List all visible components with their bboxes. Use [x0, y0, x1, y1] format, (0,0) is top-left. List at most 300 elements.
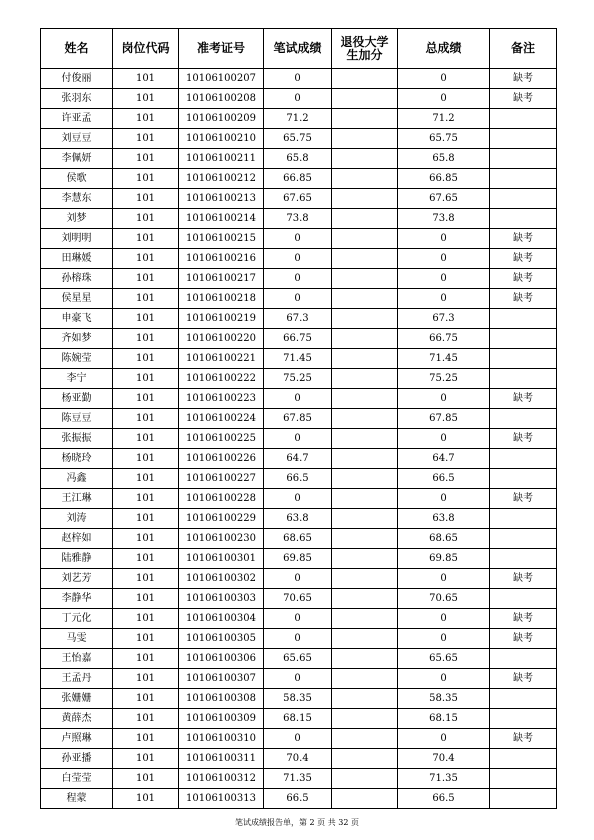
cell-post-code: 101 [113, 209, 179, 229]
cell-exam-id: 10106100313 [179, 789, 264, 809]
cell-remarks: 缺考 [490, 249, 557, 269]
cell-remarks: 缺考 [490, 609, 557, 629]
table-row [41, 569, 557, 589]
cell-name: 李静华 [41, 589, 113, 609]
table-row [41, 189, 557, 209]
header-total-score: 总成绩 [398, 29, 490, 69]
cell-post-code: 101 [113, 649, 179, 669]
cell-name: 侯星星 [41, 289, 113, 309]
cell-written-score: 67.65 [264, 189, 332, 209]
cell-post-code: 101 [113, 329, 179, 349]
cell-written-score: 66.85 [264, 169, 332, 189]
table-row [41, 449, 557, 469]
cell-exam-id: 10106100307 [179, 669, 264, 689]
cell-remarks [490, 469, 557, 489]
cell-written-score: 70.4 [264, 749, 332, 769]
cell-total-score: 0 [398, 629, 490, 649]
cell-written-score: 0 [264, 629, 332, 649]
cell-written-score: 73.8 [264, 209, 332, 229]
cell-remarks: 缺考 [490, 429, 557, 449]
cell-remarks: 缺考 [490, 669, 557, 689]
cell-written-score: 0 [264, 729, 332, 749]
cell-written-score: 64.7 [264, 449, 332, 469]
cell-remarks: 缺考 [490, 229, 557, 249]
cell-total-score: 0 [398, 389, 490, 409]
cell-post-code: 101 [113, 749, 179, 769]
cell-veteran-bonus [332, 369, 398, 389]
cell-veteran-bonus [332, 129, 398, 149]
cell-written-score: 66.5 [264, 469, 332, 489]
cell-name: 张姗姗 [41, 689, 113, 709]
cell-total-score: 75.25 [398, 369, 490, 389]
table-row [41, 329, 557, 349]
cell-exam-id: 10106100227 [179, 469, 264, 489]
table-row [41, 269, 557, 289]
cell-veteran-bonus [332, 289, 398, 309]
table-row [41, 89, 557, 109]
cell-name: 刘明明 [41, 229, 113, 249]
cell-written-score: 67.85 [264, 409, 332, 429]
table-row [41, 669, 557, 689]
cell-written-score: 0 [264, 429, 332, 449]
cell-total-score: 66.5 [398, 789, 490, 809]
cell-total-score: 0 [398, 289, 490, 309]
table-row [41, 209, 557, 229]
cell-written-score: 0 [264, 269, 332, 289]
cell-total-score: 68.65 [398, 529, 490, 549]
cell-exam-id: 10106100215 [179, 229, 264, 249]
cell-name: 王孟丹 [41, 669, 113, 689]
cell-post-code: 101 [113, 89, 179, 109]
cell-veteran-bonus [332, 729, 398, 749]
cell-remarks [490, 749, 557, 769]
table-body [41, 69, 557, 809]
table-row [41, 509, 557, 529]
table-row [41, 69, 557, 89]
cell-written-score: 75.25 [264, 369, 332, 389]
cell-exam-id: 10106100229 [179, 509, 264, 529]
cell-remarks: 缺考 [490, 569, 557, 589]
cell-veteran-bonus [332, 409, 398, 429]
cell-veteran-bonus [332, 689, 398, 709]
cell-veteran-bonus [332, 749, 398, 769]
cell-veteran-bonus [332, 229, 398, 249]
cell-written-score: 0 [264, 89, 332, 109]
score-table [40, 28, 557, 809]
cell-exam-id: 10106100224 [179, 409, 264, 429]
cell-post-code: 101 [113, 549, 179, 569]
cell-name: 杨晓玲 [41, 449, 113, 469]
header-veteran-bonus: 退役大学生加分 [332, 29, 398, 69]
cell-post-code: 101 [113, 629, 179, 649]
cell-exam-id: 10106100208 [179, 89, 264, 109]
table-row [41, 369, 557, 389]
cell-written-score: 68.15 [264, 709, 332, 729]
cell-veteran-bonus [332, 589, 398, 609]
table-row [41, 469, 557, 489]
table-row [41, 129, 557, 149]
cell-veteran-bonus [332, 149, 398, 169]
cell-name: 王江琳 [41, 489, 113, 509]
cell-exam-id: 10106100210 [179, 129, 264, 149]
cell-veteran-bonus [332, 69, 398, 89]
cell-name: 程蒙 [41, 789, 113, 809]
cell-veteran-bonus [332, 429, 398, 449]
cell-name: 白莹莹 [41, 769, 113, 789]
cell-veteran-bonus [332, 549, 398, 569]
table-row [41, 709, 557, 729]
cell-written-score: 0 [264, 249, 332, 269]
cell-written-score: 65.75 [264, 129, 332, 149]
cell-exam-id: 10106100306 [179, 649, 264, 669]
cell-remarks [490, 209, 557, 229]
cell-name: 刘豆豆 [41, 129, 113, 149]
cell-veteran-bonus [332, 389, 398, 409]
cell-written-score: 0 [264, 229, 332, 249]
cell-total-score: 58.35 [398, 689, 490, 709]
cell-exam-id: 10106100217 [179, 269, 264, 289]
cell-remarks [490, 109, 557, 129]
cell-veteran-bonus [332, 109, 398, 129]
cell-exam-id: 10106100226 [179, 449, 264, 469]
cell-name: 孙亚播 [41, 749, 113, 769]
cell-written-score: 65.65 [264, 649, 332, 669]
cell-exam-id: 10106100214 [179, 209, 264, 229]
cell-total-score: 0 [398, 669, 490, 689]
cell-veteran-bonus [332, 569, 398, 589]
cell-total-score: 0 [398, 729, 490, 749]
table-row [41, 309, 557, 329]
table-row [41, 649, 557, 669]
cell-veteran-bonus [332, 789, 398, 809]
header-exam-id: 准考证号 [179, 29, 264, 69]
cell-total-score: 0 [398, 269, 490, 289]
cell-remarks [490, 529, 557, 549]
cell-name: 陆雅静 [41, 549, 113, 569]
cell-veteran-bonus [332, 649, 398, 669]
cell-veteran-bonus [332, 169, 398, 189]
cell-exam-id: 10106100304 [179, 609, 264, 629]
cell-post-code: 101 [113, 489, 179, 509]
cell-written-score: 0 [264, 69, 332, 89]
cell-total-score: 71.2 [398, 109, 490, 129]
cell-veteran-bonus [332, 769, 398, 789]
cell-post-code: 101 [113, 409, 179, 429]
cell-exam-id: 10106100221 [179, 349, 264, 369]
cell-name: 田琳媛 [41, 249, 113, 269]
cell-name: 马雯 [41, 629, 113, 649]
cell-name: 陈豆豆 [41, 409, 113, 429]
cell-name: 丁元化 [41, 609, 113, 629]
cell-remarks [490, 589, 557, 609]
table-row [41, 409, 557, 429]
cell-total-score: 64.7 [398, 449, 490, 469]
cell-remarks [490, 349, 557, 369]
cell-remarks [490, 369, 557, 389]
table-row [41, 789, 557, 809]
cell-written-score: 65.8 [264, 149, 332, 169]
cell-remarks [490, 129, 557, 149]
cell-written-score: 71.45 [264, 349, 332, 369]
cell-post-code: 101 [113, 369, 179, 389]
page-footer: 笔试成绩报告单，第 2 页 共 32 页 [235, 818, 359, 827]
cell-total-score: 70.4 [398, 749, 490, 769]
cell-veteran-bonus [332, 529, 398, 549]
cell-veteran-bonus [332, 469, 398, 489]
cell-exam-id: 10106100311 [179, 749, 264, 769]
cell-name: 侯歌 [41, 169, 113, 189]
cell-post-code: 101 [113, 669, 179, 689]
cell-total-score: 67.85 [398, 409, 490, 429]
cell-written-score: 68.65 [264, 529, 332, 549]
cell-remarks [490, 149, 557, 169]
table-row [41, 249, 557, 269]
cell-remarks: 缺考 [490, 89, 557, 109]
cell-veteran-bonus [332, 189, 398, 209]
cell-veteran-bonus [332, 269, 398, 289]
header-post-code: 岗位代码 [113, 29, 179, 69]
cell-exam-id: 10106100212 [179, 169, 264, 189]
cell-exam-id: 10106100218 [179, 289, 264, 309]
cell-post-code: 101 [113, 269, 179, 289]
cell-post-code: 101 [113, 689, 179, 709]
cell-remarks [490, 409, 557, 429]
cell-remarks: 缺考 [490, 389, 557, 409]
cell-exam-id: 10106100207 [179, 69, 264, 89]
cell-post-code: 101 [113, 149, 179, 169]
cell-total-score: 65.75 [398, 129, 490, 149]
cell-post-code: 101 [113, 109, 179, 129]
cell-veteran-bonus [332, 629, 398, 649]
cell-exam-id: 10106100211 [179, 149, 264, 169]
cell-veteran-bonus [332, 509, 398, 529]
cell-exam-id: 10106100213 [179, 189, 264, 209]
table-row [41, 549, 557, 569]
table-row [41, 589, 557, 609]
cell-written-score: 69.85 [264, 549, 332, 569]
cell-exam-id: 10106100223 [179, 389, 264, 409]
cell-exam-id: 10106100222 [179, 369, 264, 389]
cell-remarks: 缺考 [490, 629, 557, 649]
cell-post-code: 101 [113, 429, 179, 449]
cell-exam-id: 10106100301 [179, 549, 264, 569]
cell-total-score: 70.65 [398, 589, 490, 609]
cell-name: 张振振 [41, 429, 113, 449]
cell-remarks [490, 449, 557, 469]
cell-remarks [490, 649, 557, 669]
cell-written-score: 66.5 [264, 789, 332, 809]
cell-veteran-bonus [332, 489, 398, 509]
cell-name: 冯鑫 [41, 469, 113, 489]
cell-name: 申豪飞 [41, 309, 113, 329]
cell-veteran-bonus [332, 349, 398, 369]
cell-remarks: 缺考 [490, 729, 557, 749]
cell-total-score: 67.65 [398, 189, 490, 209]
cell-remarks [490, 789, 557, 809]
cell-name: 齐如梦 [41, 329, 113, 349]
cell-exam-id: 10106100312 [179, 769, 264, 789]
cell-exam-id: 10106100308 [179, 689, 264, 709]
cell-name: 张羽东 [41, 89, 113, 109]
cell-exam-id: 10106100220 [179, 329, 264, 349]
table-row [41, 609, 557, 629]
cell-written-score: 0 [264, 389, 332, 409]
cell-name: 王怡嘉 [41, 649, 113, 669]
cell-remarks [490, 549, 557, 569]
cell-post-code: 101 [113, 229, 179, 249]
cell-remarks: 缺考 [490, 289, 557, 309]
cell-total-score: 66.5 [398, 469, 490, 489]
cell-name: 付俊丽 [41, 69, 113, 89]
cell-name: 卢照琳 [41, 729, 113, 749]
cell-name: 李佩妍 [41, 149, 113, 169]
cell-name: 刘艺芳 [41, 569, 113, 589]
cell-post-code: 101 [113, 309, 179, 329]
cell-veteran-bonus [332, 709, 398, 729]
cell-total-score: 73.8 [398, 209, 490, 229]
cell-veteran-bonus [332, 329, 398, 349]
cell-exam-id: 10106100305 [179, 629, 264, 649]
cell-total-score: 0 [398, 569, 490, 589]
cell-post-code: 101 [113, 349, 179, 369]
table-row [41, 749, 557, 769]
cell-exam-id: 10106100303 [179, 589, 264, 609]
cell-remarks: 缺考 [490, 489, 557, 509]
cell-remarks [490, 769, 557, 789]
cell-total-score: 0 [398, 609, 490, 629]
cell-veteran-bonus [332, 669, 398, 689]
table-row [41, 389, 557, 409]
cell-post-code: 101 [113, 469, 179, 489]
cell-post-code: 101 [113, 169, 179, 189]
cell-total-score: 65.8 [398, 149, 490, 169]
cell-post-code: 101 [113, 249, 179, 269]
cell-total-score: 0 [398, 69, 490, 89]
cell-name: 许亚孟 [41, 109, 113, 129]
table-row [41, 529, 557, 549]
cell-veteran-bonus [332, 249, 398, 269]
cell-remarks: 缺考 [490, 269, 557, 289]
table-row [41, 109, 557, 129]
cell-veteran-bonus [332, 89, 398, 109]
table-row [41, 229, 557, 249]
cell-total-score: 0 [398, 489, 490, 509]
cell-exam-id: 10106100228 [179, 489, 264, 509]
cell-written-score: 70.65 [264, 589, 332, 609]
cell-post-code: 101 [113, 529, 179, 549]
cell-post-code: 101 [113, 69, 179, 89]
cell-written-score: 71.2 [264, 109, 332, 129]
cell-exam-id: 10106100230 [179, 529, 264, 549]
header-row [41, 29, 557, 69]
cell-total-score: 68.15 [398, 709, 490, 729]
cell-total-score: 0 [398, 429, 490, 449]
cell-written-score: 63.8 [264, 509, 332, 529]
cell-exam-id: 10106100310 [179, 729, 264, 749]
cell-name: 李慧东 [41, 189, 113, 209]
cell-name: 黄薛杰 [41, 709, 113, 729]
table-row [41, 629, 557, 649]
table-row [41, 769, 557, 789]
cell-written-score: 0 [264, 289, 332, 309]
cell-exam-id: 10106100309 [179, 709, 264, 729]
cell-post-code: 101 [113, 389, 179, 409]
table-row [41, 169, 557, 189]
cell-total-score: 0 [398, 229, 490, 249]
cell-exam-id: 10106100209 [179, 109, 264, 129]
cell-written-score: 0 [264, 609, 332, 629]
cell-total-score: 0 [398, 249, 490, 269]
cell-post-code: 101 [113, 509, 179, 529]
table-row [41, 289, 557, 309]
cell-total-score: 71.45 [398, 349, 490, 369]
cell-written-score: 0 [264, 569, 332, 589]
cell-veteran-bonus [332, 209, 398, 229]
cell-total-score: 65.65 [398, 649, 490, 669]
table-row [41, 429, 557, 449]
cell-post-code: 101 [113, 449, 179, 469]
cell-veteran-bonus [332, 449, 398, 469]
table-row [41, 689, 557, 709]
cell-post-code: 101 [113, 289, 179, 309]
cell-name: 陈婉莹 [41, 349, 113, 369]
cell-name: 孙榕珠 [41, 269, 113, 289]
cell-remarks [490, 169, 557, 189]
cell-total-score: 69.85 [398, 549, 490, 569]
header-written-score: 笔试成绩 [264, 29, 332, 69]
cell-post-code: 101 [113, 709, 179, 729]
cell-total-score: 63.8 [398, 509, 490, 529]
cell-post-code: 101 [113, 789, 179, 809]
table-row [41, 729, 557, 749]
cell-written-score: 67.3 [264, 309, 332, 329]
table-row [41, 489, 557, 509]
score-sheet [40, 28, 556, 809]
cell-name: 李宁 [41, 369, 113, 389]
cell-veteran-bonus [332, 609, 398, 629]
header-remarks: 备注 [490, 29, 557, 69]
header-name: 姓名 [41, 29, 113, 69]
cell-written-score: 71.35 [264, 769, 332, 789]
table-row [41, 149, 557, 169]
cell-total-score: 71.35 [398, 769, 490, 789]
cell-post-code: 101 [113, 189, 179, 209]
cell-remarks [490, 689, 557, 709]
cell-exam-id: 10106100302 [179, 569, 264, 589]
cell-remarks [490, 309, 557, 329]
cell-exam-id: 10106100225 [179, 429, 264, 449]
cell-exam-id: 10106100219 [179, 309, 264, 329]
cell-exam-id: 10106100216 [179, 249, 264, 269]
cell-post-code: 101 [113, 129, 179, 149]
cell-remarks [490, 329, 557, 349]
cell-name: 赵梓如 [41, 529, 113, 549]
cell-post-code: 101 [113, 729, 179, 749]
cell-remarks [490, 509, 557, 529]
cell-total-score: 66.75 [398, 329, 490, 349]
cell-remarks: 缺考 [490, 69, 557, 89]
table-row [41, 349, 557, 369]
cell-written-score: 66.75 [264, 329, 332, 349]
cell-name: 杨亚勤 [41, 389, 113, 409]
cell-name: 刘涛 [41, 509, 113, 529]
cell-post-code: 101 [113, 589, 179, 609]
cell-written-score: 0 [264, 489, 332, 509]
cell-post-code: 101 [113, 609, 179, 629]
cell-written-score: 58.35 [264, 689, 332, 709]
cell-post-code: 101 [113, 569, 179, 589]
cell-total-score: 0 [398, 89, 490, 109]
